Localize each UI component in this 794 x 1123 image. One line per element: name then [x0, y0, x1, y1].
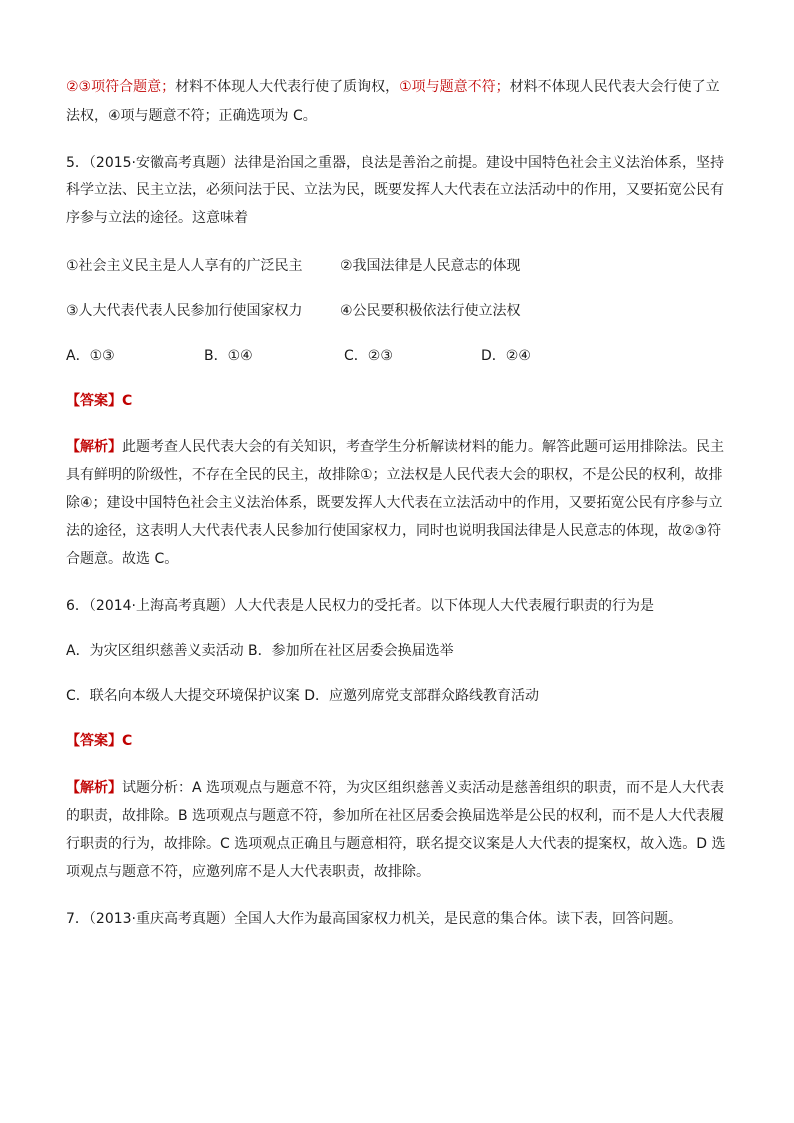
q5-answer-tag: 【答案】 — [66, 393, 122, 409]
q5-answer-value: C — [122, 393, 133, 409]
q5-choice-c: C．②③ — [344, 348, 393, 364]
intro-segment: 材料不体现人民代表大会行使了立 — [509, 79, 720, 95]
q6-answer-value: C — [122, 733, 133, 749]
q6-analysis-line-2: 的职责，故排除。B 选项观点与题意不符，参加所在社区居委会换届选举是公民的权利，而不是人大代表履 — [66, 808, 725, 824]
q6-analysis-line-3: 行职责的行为，故排除。C 选项观点正确且与题意相符，联名提交议案是人大代表的提案权，故入选。D 选 — [66, 836, 726, 852]
q6-answer-tag: 【答案】 — [66, 733, 122, 749]
q6-options-ab: A．为灾区组织慈善义卖活动 B．参加所在社区居委会换届选举 — [66, 643, 454, 659]
q5-stem-line-1: 5．（2015·安徽高考真题）法律是治国之重器，良法是善治之前提。建设中国特色社会主义法治体系，坚持 — [66, 155, 724, 171]
q5-analysis-line-3: 除④；建设中国特色社会主义法治体系，既要发挥人大代表在立法活动中的作用，又要拓宽公民有序参与立 — [66, 495, 723, 511]
q6-answer — [66, 732, 132, 750]
intro-segment: ①项与题意不符； — [399, 79, 510, 95]
q5-analysis-line-5: 合题意。故选 C。 — [66, 551, 179, 567]
q5-statement-4: ④公民要积极依法行使立法权 — [340, 303, 521, 319]
q5-stem-line-3: 序参与立法的途径。这意味着 — [66, 210, 248, 226]
q5-answer — [66, 392, 132, 410]
q5-statement-1: ①社会主义民主是人人享有的广泛民主 — [66, 258, 303, 274]
q5-analysis-line-4: 法的途径，这表明人大代表代表人民参加行使国家权力，同时也说明我国法律是人民意志的体现，故②③符 — [66, 523, 722, 539]
intro-segment: 材料不体现人大代表行使了质询权， — [175, 79, 400, 95]
q6-analysis-line-4: 项观点与题意不符，应邀列席不是人大代表职责，故排除。 — [66, 864, 430, 880]
q5-choice-d: D．②④ — [481, 348, 531, 364]
q5-analysis-line-1: 【解析】此题考查人民代表大会的有关知识，考查学生分析解读材料的能力。解答此题可运用排除法。民主 — [66, 439, 724, 455]
q5-stem-line-2: 科学立法、民主立法，必须问法于民、立法为民，既要发挥人大代表在立法活动中的作用，又要拓宽公民有 — [66, 182, 724, 198]
q5-choice-a: A．①③ — [66, 348, 115, 364]
q6-options-cd: C．联名向本级人大提交环境保护议案 D．应邀列席党支部群众路线教育活动 — [66, 688, 540, 704]
q5-choice-b: B．①④ — [204, 348, 253, 364]
q5-statement-3: ③人大代表代表人民参加行使国家权力 — [66, 303, 303, 319]
q5-analysis-tag: 【解析】 — [66, 439, 122, 455]
q5-analysis-line-2: 具有鲜明的阶级性，不存在全民的民主，故排除①；立法权是人民代表大会的职权，不是公民的权利，故排 — [66, 467, 723, 483]
q5-statement-2: ②我国法律是人民意志的体现 — [340, 258, 521, 274]
q6-analysis-line-1: 【解析】试题分析：A 选项观点与题意不符，为灾区组织慈善义卖活动是慈善组织的职责，而不是人大代表 — [66, 780, 725, 796]
intro-segment: ②③项符合题意； — [66, 79, 176, 95]
intro-line-2: 法权，④项与题意不符；正确选项为 C。 — [66, 108, 317, 124]
q7-stem: 7．（2013·重庆高考真题）全国人大作为最高国家权力机关，是民意的集合体。读下表，回答问题。 — [66, 911, 682, 927]
q6-analysis-tag: 【解析】 — [66, 780, 122, 796]
q6-stem: 6．（2014·上海高考真题）人大代表是人民权力的受托者。以下体现人大代表履行职责的行为是 — [66, 598, 654, 614]
intro-line-1 — [66, 78, 720, 96]
